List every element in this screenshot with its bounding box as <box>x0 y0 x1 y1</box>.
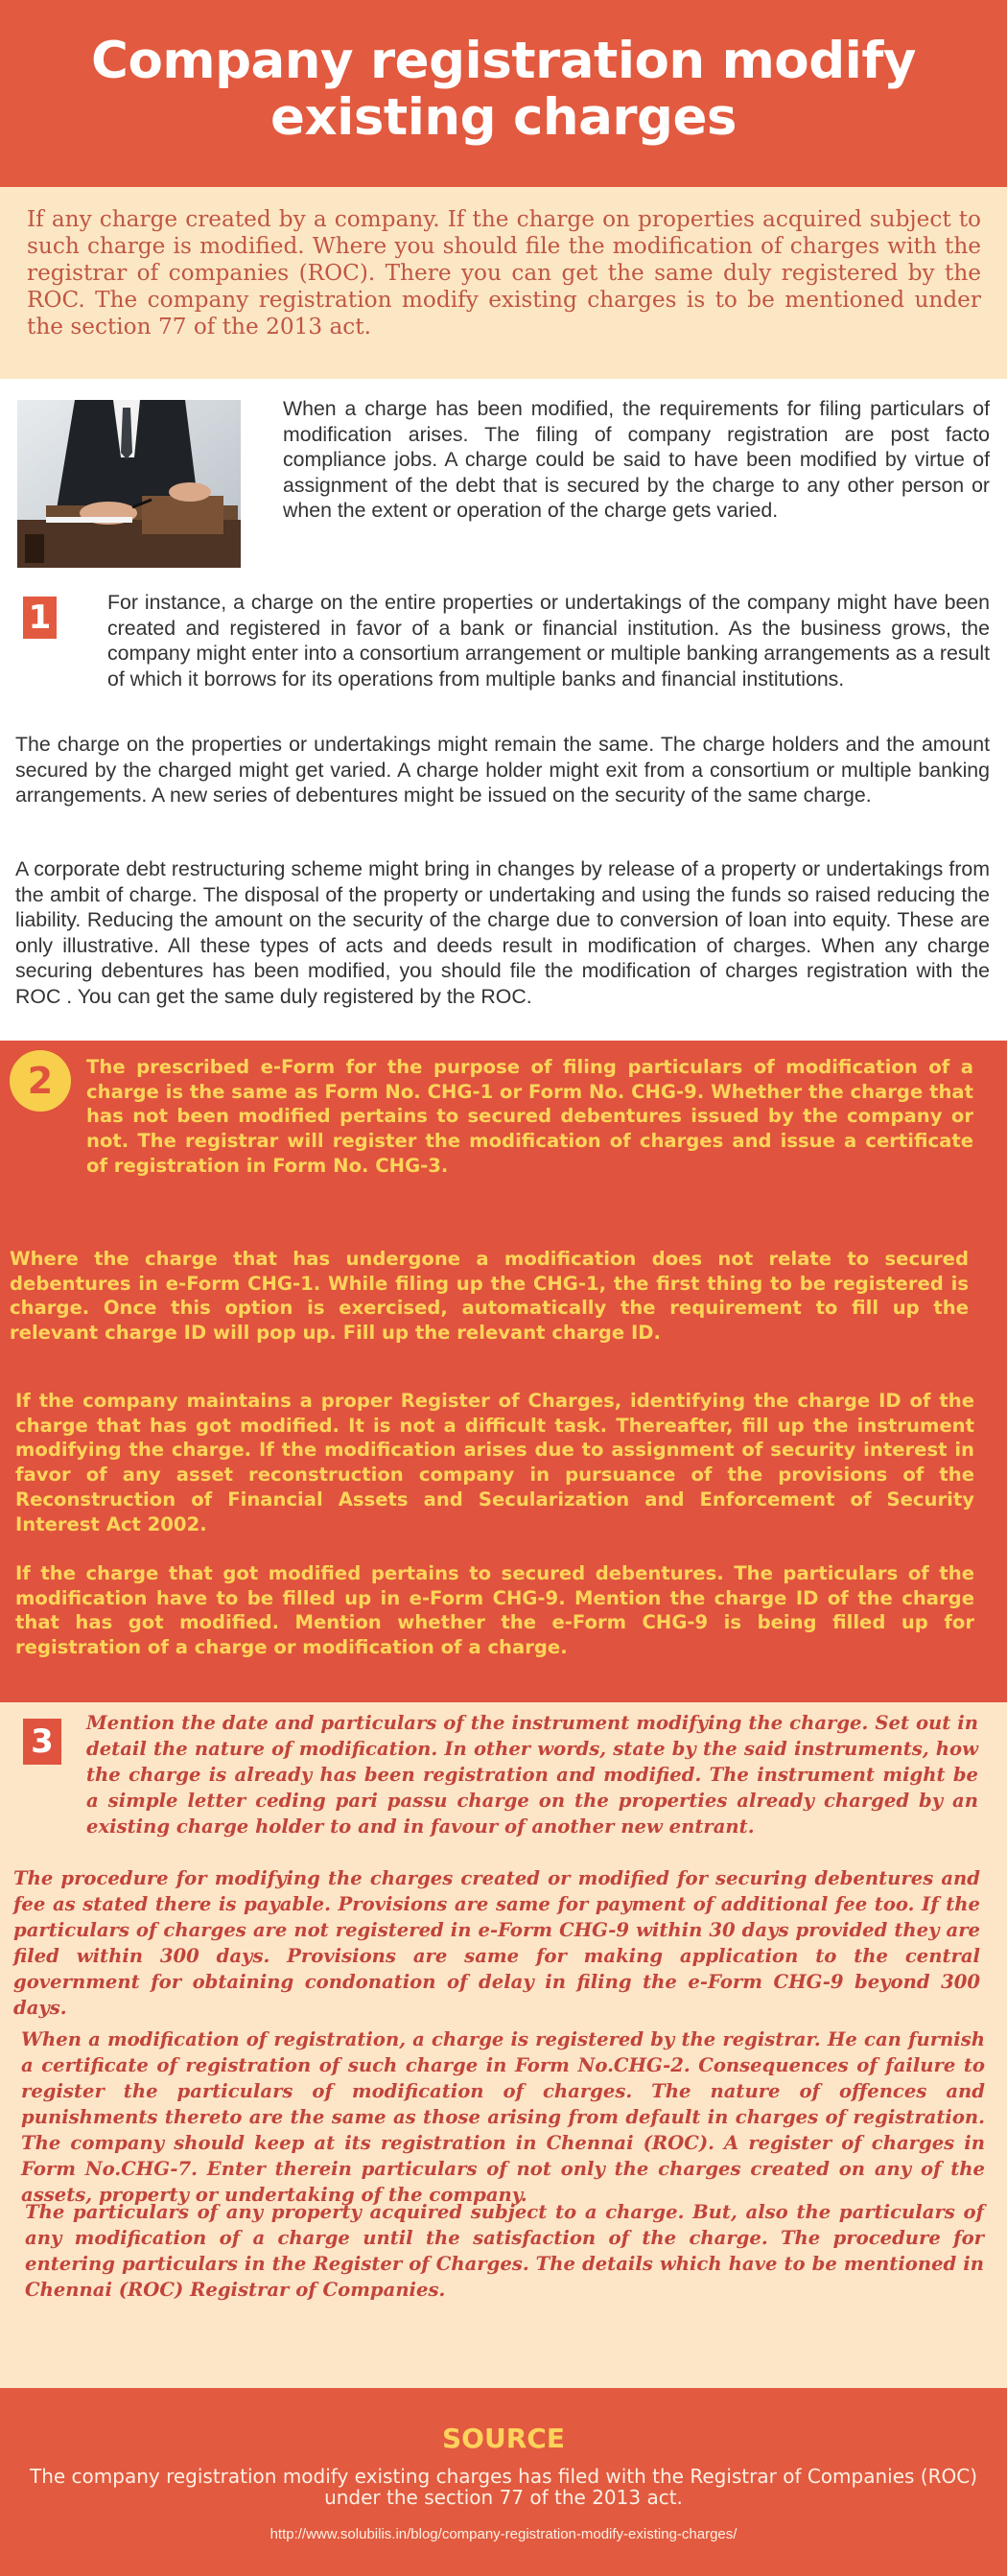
intro-section <box>0 187 1007 379</box>
section-3-paragraph-3: When a modification of registration, a charge is registered by the registrar. He can furnish a certificate of registration of such charge in Form No.CHG-2. Consequences of failure to register the particulars of modification of charges. The nature of offences and punishments thereto are the same as those arising from default in charges of registration. The company should keep at its registration in Chennai (ROC). A register of charges in Form No.CHG-7. Enter therein particulars of not only the charges created on any of the assets, property or undertaking of the company. <box>21 2028 985 2206</box>
intro-text: If any charge created by a company. If the charge on properties acquired subject to such charge is modified. Where you should file the modification of charges with the registrar of companies (ROC). There you can get the same duly registered by the ROC. The company registration modify existing charges is to be mentioned under the section 77 of the 2013 act. <box>27 206 981 340</box>
businessman-signing-photo <box>17 400 241 568</box>
section-2 <box>0 1041 1007 1702</box>
section-2-paragraph-3: If the company maintains a proper Register of Charges, identifying the charge ID of the charge that has got modified. It is not a difficult task. Thereafter, fill up the instrument modifying the charge. If the modification arises due to assignment of security interest in favor of any asset reconstruction company in pursuance of the provisions of the Reconstruction of Financial Assets and Secularization and Enforcement of Security Interest Act 2002. <box>15 1390 974 1535</box>
source-link[interactable]: http://www.solubilis.in/blog/company-registration-modify-existing-charges/ <box>269 2526 738 2542</box>
section-number-2: 2 <box>10 1050 71 1112</box>
section-3-paragraph-4: The particulars of any property acquired subject to a charge. But, also the particulars of any modification of a charge until the satisfaction of the charge. The procedure for entering particulars in the Register of Charges. The details which have to be mentioned in Chennai (ROC) Registrar of Companies. <box>25 2201 984 2301</box>
section-2-paragraph-4: If the charge that got modified pertains to secured debentures. The particulars of the modification have to be filled up in e-Form CHG-9. Mention the charge ID of the charge that has got modified. Mention whether the e-Form CHG-9 is being filled up for registration of a charge or modification of a charge. <box>15 1562 974 1659</box>
section-number-1: 1 <box>23 597 57 639</box>
section-number-3: 3 <box>23 1719 61 1765</box>
section-3-paragraph-2: The procedure for modifying the charges created or modified for securing debentures and fee as stated there is payable. Provisions are same for payment of additional fee too. If the particulars of charges are not registered in e-Form CHG-9 within 30 days provided they are filed within 300 days. Provisions are same for making application to the central government for obtaining condonation of delay in filing the e-Form CHG-9 beyond 300 days. <box>13 1867 980 2019</box>
source-text: The company registration modify existing charges has filed with the Registrar of Companies (ROC) under the section 77 of the 2013 act. <box>29 2465 978 2509</box>
section-1-indented-paragraph: For instance, a charge on the entire properties or undertakings of the company might have been created and registered in favor of a bank or financial institution. As the business grows, the company might enter into a consortium arrangement or multiple banking arrangements as a result of which it borrows for its operations from multiple banks and financial institutions. <box>107 591 990 691</box>
section-1-paragraph-3: A corporate debt restructuring scheme might bring in changes by release of a property or undertakings from the ambit of charge. The disposal of the property or undertaking and using the funds so raised reducing the liability. Reducing the amount on the security of the charge due to conversion of loan into equity. These are only illustrative. All these types of acts and deeds result in modification of charges. When any charge securing debentures has been modified, you should file the modification of charges registration with the ROC . You can get the same duly registered by the ROC. <box>15 857 990 1008</box>
source-heading: SOURCE <box>442 2423 565 2454</box>
section-1 <box>0 379 1007 1041</box>
header-banner <box>0 0 1007 187</box>
section-3 <box>0 1702 1007 2388</box>
section-2-paragraph-1: The prescribed e-Form for the purpose of filing particulars of modification of a charge is the same as Form No. CHG-1 or Form No. CHG-9. Whether the charge that has not been modified pertains to secured debentures issued by the company or not. The registrar will register the modification of charges and issue a certificate of registration in Form No. CHG-3. <box>86 1056 973 1177</box>
section-1-intro-paragraph: When a charge has been modified, the requirements for filing particulars of modification arises. The filing of company registration are post facto compliance jobs. A charge could be said to have been modified by virtue of assignment of the debt that is secured by the charge to any other person or when the extent or operation of the charge gets varied. <box>283 397 990 522</box>
source-footer <box>0 2388 1007 2576</box>
page-title: Company registration modify existing charges <box>91 32 916 147</box>
section-2-paragraph-2: Where the charge that has undergone a modification does not relate to secured debentures in e-Form CHG-1. While filing up the CHG-1, the first thing to be registered is charge. Once this option is exercised, automatically the requirement to fill up the relevant charge ID will pop up. Fill up the relevant charge ID. <box>10 1248 969 1345</box>
section-3-paragraph-1: Mention the date and particulars of the instrument modifying the charge. Set out in detail the nature of modification. In other words, state by the said instruments, how the charge is already has been registration and modified. The instrument might be a simple letter ceding pari passu charge on the properties already charged by an existing charge holder to and in favour of another new entrant. <box>86 1712 978 1838</box>
section-1-paragraph-2: The charge on the properties or undertakings might remain the same. The charge holders and the amount secured by the charged might get varied. A charge holder might exit from a consortium or multiple banking arrangements. A new series of debentures might be issued on the security of the same charge. <box>15 733 990 807</box>
